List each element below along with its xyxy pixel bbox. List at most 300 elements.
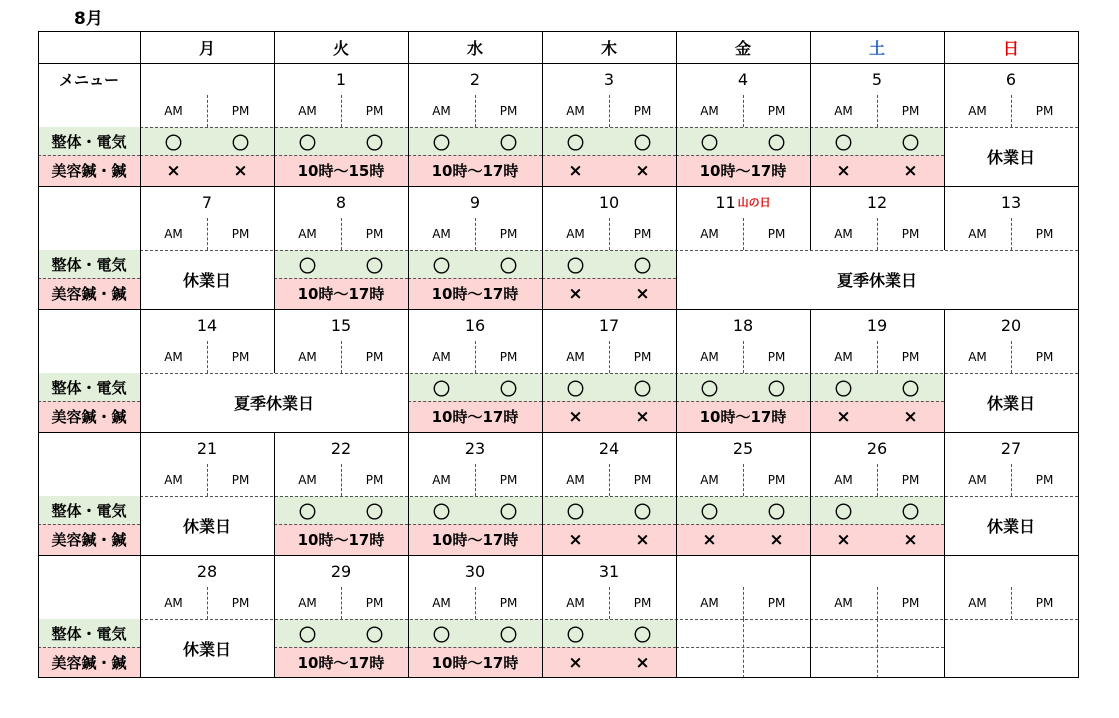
slot-pm-therapy: 〇 <box>609 496 676 524</box>
header-column-border <box>140 31 141 63</box>
pm-label: PM <box>633 104 652 118</box>
date-number: 23 <box>464 438 486 458</box>
date-number: 25 <box>732 438 754 458</box>
slot-am-therapy: 〇 <box>408 250 475 278</box>
service-label-1: 整体・電気 <box>38 250 140 278</box>
ampm-divider <box>341 341 342 373</box>
slot-divider <box>408 278 542 279</box>
date-number: 28 <box>196 561 218 581</box>
closed-label: 休業日 <box>986 394 1035 413</box>
ampm-divider <box>475 218 476 250</box>
slot-divider <box>408 647 542 648</box>
am-label: AM <box>566 350 585 364</box>
header-column-border <box>408 31 409 63</box>
service-label-1: 整体・電気 <box>38 373 140 401</box>
pm-label: PM <box>499 473 518 487</box>
ampm-row-line <box>140 127 1078 128</box>
ampm-divider <box>877 587 878 619</box>
ampm-divider <box>1011 587 1012 619</box>
date-number: 15 <box>330 315 352 335</box>
hours-acupuncture: 10時～17時 <box>274 278 408 309</box>
am-label: AM <box>298 227 317 241</box>
slot-pm-acupuncture: × <box>877 155 944 186</box>
slot-am-acupuncture: × <box>140 155 207 186</box>
slot-divider <box>274 524 408 525</box>
pm-label: PM <box>365 473 384 487</box>
column-border <box>140 555 141 678</box>
column-border <box>542 432 543 555</box>
pm-label: PM <box>231 473 250 487</box>
pm-label: PM <box>499 350 518 364</box>
slot-pm-acupuncture: × <box>877 401 944 432</box>
weekday-header: 火 <box>332 38 349 58</box>
pm-label: PM <box>365 227 384 241</box>
slot-pm-therapy: 〇 <box>877 127 944 155</box>
am-label: AM <box>164 350 183 364</box>
pm-label: PM <box>767 104 786 118</box>
column-border <box>38 186 39 309</box>
slot-divider <box>810 524 944 525</box>
am-label: AM <box>968 473 987 487</box>
header-corner <box>38 31 140 63</box>
column-border <box>274 63 275 186</box>
pm-label: PM <box>901 104 920 118</box>
slot-divider <box>877 619 878 678</box>
slot-am-therapy: 〇 <box>810 373 877 401</box>
am-label: AM <box>700 596 719 610</box>
schedule-calendar <box>38 31 1078 678</box>
slot-pm-therapy: 〇 <box>743 496 810 524</box>
holiday-note: 山の日 <box>737 196 771 209</box>
pm-label: PM <box>633 227 652 241</box>
ampm-divider <box>877 95 878 127</box>
column-border <box>1078 432 1079 555</box>
column-border <box>542 555 543 678</box>
am-label: AM <box>164 596 183 610</box>
pm-label: PM <box>499 596 518 610</box>
weekday-header: 金 <box>734 38 751 58</box>
ampm-divider <box>877 341 878 373</box>
am-label: AM <box>968 596 987 610</box>
date-number: 18 <box>732 315 754 335</box>
slot-divider <box>810 401 944 402</box>
ampm-divider <box>207 587 208 619</box>
slot-divider <box>676 401 810 402</box>
date-number: 14 <box>196 315 218 335</box>
slot-divider <box>140 155 274 156</box>
ampm-divider <box>609 464 610 496</box>
header-border <box>38 63 1078 64</box>
column-border <box>140 186 141 309</box>
column-border <box>408 186 409 309</box>
slot-divider <box>542 524 676 525</box>
pm-label: PM <box>633 473 652 487</box>
date-number: 26 <box>866 438 888 458</box>
am-label: AM <box>968 104 987 118</box>
header-column-border <box>274 31 275 63</box>
slot-am-acupuncture: × <box>810 524 877 555</box>
ampm-divider <box>475 587 476 619</box>
ampm-divider <box>877 218 878 250</box>
column-border <box>542 309 543 432</box>
header-column-border <box>542 31 543 63</box>
hours-acupuncture: 10時～15時 <box>274 155 408 186</box>
slot-am-therapy: 〇 <box>408 619 475 647</box>
ampm-row-line <box>140 373 1078 374</box>
ampm-row-line <box>140 496 1078 497</box>
summer-closed-label: 夏季休業日 <box>233 394 314 413</box>
date-number: 1 <box>335 69 347 89</box>
pm-label: PM <box>767 227 786 241</box>
slot-divider <box>676 155 810 156</box>
am-label: AM <box>566 227 585 241</box>
slot-pm-therapy: 〇 <box>475 127 542 155</box>
am-label: AM <box>968 227 987 241</box>
slot-pm-therapy: 〇 <box>341 496 408 524</box>
slot-pm-therapy: 〇 <box>609 250 676 278</box>
ampm-divider <box>743 341 744 373</box>
am-label: AM <box>834 227 853 241</box>
service-label-2: 美容鍼・鍼 <box>38 401 140 432</box>
week-border <box>38 432 1078 433</box>
slot-am-therapy: 〇 <box>542 619 609 647</box>
slot-am-therapy: 〇 <box>676 496 743 524</box>
slot-divider <box>542 401 676 402</box>
date-number: 20 <box>1000 315 1022 335</box>
date-number: 12 <box>866 192 888 212</box>
slot-pm-therapy: 〇 <box>609 373 676 401</box>
weekday-header: 土 <box>868 38 885 58</box>
service-label-1: 整体・電気 <box>38 619 140 647</box>
pm-label: PM <box>231 350 250 364</box>
service-label-2: 美容鍼・鍼 <box>38 278 140 309</box>
slot-pm-therapy: 〇 <box>609 619 676 647</box>
header-column-border <box>944 31 945 63</box>
date-number: 29 <box>330 561 352 581</box>
slot-divider <box>274 647 408 648</box>
date-number: 6 <box>1005 69 1017 89</box>
column-border <box>1078 186 1079 309</box>
slot-divider <box>676 524 810 525</box>
column-border <box>408 309 409 432</box>
ampm-divider <box>341 95 342 127</box>
pm-label: PM <box>231 104 250 118</box>
column-border <box>944 186 945 250</box>
am-label: AM <box>566 596 585 610</box>
hours-acupuncture: 10時～17時 <box>408 647 542 678</box>
service-label-1: 整体・電気 <box>38 496 140 524</box>
slot-pm-acupuncture: × <box>609 278 676 309</box>
column-border <box>1078 309 1079 432</box>
pm-label: PM <box>767 596 786 610</box>
date-number: 27 <box>1000 438 1022 458</box>
slot-am-therapy: 〇 <box>408 373 475 401</box>
pm-label: PM <box>499 227 518 241</box>
slot-am-therapy: 〇 <box>810 127 877 155</box>
date-number: 19 <box>866 315 888 335</box>
pm-label: PM <box>231 596 250 610</box>
closed-label: 休業日 <box>986 517 1035 536</box>
slot-pm-acupuncture: × <box>609 647 676 678</box>
slot-pm-acupuncture: × <box>207 155 274 186</box>
ampm-divider <box>207 464 208 496</box>
slot-divider <box>743 619 744 678</box>
slot-divider <box>810 155 944 156</box>
am-label: AM <box>432 473 451 487</box>
column-border <box>944 555 945 678</box>
date-number: 31 <box>598 561 620 581</box>
pm-label: PM <box>365 596 384 610</box>
ampm-divider <box>1011 341 1012 373</box>
header-column-border <box>676 31 677 63</box>
column-border <box>274 555 275 678</box>
am-label: AM <box>700 350 719 364</box>
column-border <box>274 186 275 309</box>
service-divider <box>38 401 140 402</box>
am-label: AM <box>566 473 585 487</box>
pm-label: PM <box>901 473 920 487</box>
column-border <box>408 63 409 186</box>
am-label: AM <box>834 104 853 118</box>
column-border <box>38 309 39 432</box>
column-border <box>676 309 677 432</box>
service-divider <box>38 155 140 156</box>
ampm-divider <box>341 218 342 250</box>
pm-label: PM <box>633 596 652 610</box>
column-border <box>274 309 275 373</box>
weekday-header: 木 <box>600 38 617 58</box>
header-column-border <box>810 31 811 63</box>
slot-am-therapy: 〇 <box>542 373 609 401</box>
am-label: AM <box>566 104 585 118</box>
slot-divider <box>542 155 676 156</box>
slot-am-therapy: 〇 <box>274 127 341 155</box>
column-border <box>542 63 543 186</box>
slot-divider <box>274 155 408 156</box>
slot-pm-acupuncture: × <box>877 524 944 555</box>
summer-closed-label: 夏季休業日 <box>836 271 917 290</box>
am-label: AM <box>298 104 317 118</box>
ampm-divider <box>743 95 744 127</box>
slot-pm-therapy: 〇 <box>341 127 408 155</box>
ampm-divider <box>609 341 610 373</box>
pm-label: PM <box>1035 104 1054 118</box>
slot-pm-therapy: 〇 <box>341 250 408 278</box>
slot-pm-therapy: 〇 <box>609 127 676 155</box>
ampm-divider <box>1011 218 1012 250</box>
am-label: AM <box>700 227 719 241</box>
date-number: 24 <box>598 438 620 458</box>
table-border-bottom <box>38 677 1078 678</box>
date-number: 8 <box>335 192 347 212</box>
am-label: AM <box>164 104 183 118</box>
am-label: AM <box>298 596 317 610</box>
column-border <box>810 186 811 250</box>
slot-divider <box>408 524 542 525</box>
ampm-divider <box>1011 464 1012 496</box>
column-border <box>810 309 811 432</box>
date-number: 5 <box>871 69 883 89</box>
week-border <box>38 555 1078 556</box>
menu-label: メニュー <box>58 70 119 89</box>
hours-acupuncture: 10時～17時 <box>676 401 810 432</box>
slot-pm-therapy: 〇 <box>475 496 542 524</box>
pm-label: PM <box>231 227 250 241</box>
column-border <box>140 309 141 432</box>
column-border <box>408 555 409 678</box>
slot-pm-therapy: 〇 <box>341 619 408 647</box>
column-border <box>1078 63 1079 186</box>
ampm-divider <box>743 218 744 250</box>
ampm-divider <box>609 587 610 619</box>
ampm-divider <box>609 218 610 250</box>
table-border-top <box>38 31 1078 32</box>
pm-label: PM <box>1035 473 1054 487</box>
ampm-divider <box>207 218 208 250</box>
slot-am-acupuncture: × <box>542 278 609 309</box>
slot-divider <box>542 278 676 279</box>
ampm-divider <box>341 587 342 619</box>
pm-label: PM <box>365 104 384 118</box>
column-border <box>408 432 409 555</box>
slot-pm-therapy: 〇 <box>475 250 542 278</box>
weekday-header: 水 <box>466 38 483 58</box>
slot-am-acupuncture: × <box>542 155 609 186</box>
header-column-border <box>1078 31 1079 63</box>
closed-label: 休業日 <box>182 271 231 290</box>
weekday-header: 日 <box>1002 38 1019 58</box>
ampm-divider <box>475 95 476 127</box>
column-border <box>140 63 141 186</box>
slot-pm-therapy: 〇 <box>475 619 542 647</box>
slot-am-therapy: 〇 <box>542 250 609 278</box>
slot-pm-acupuncture: × <box>743 524 810 555</box>
slot-am-therapy: 〇 <box>140 127 207 155</box>
slot-am-therapy: 〇 <box>408 496 475 524</box>
pm-label: PM <box>1035 350 1054 364</box>
service-label-2: 美容鍼・鍼 <box>38 524 140 555</box>
column-border <box>676 555 677 678</box>
closed-label: 休業日 <box>182 517 231 536</box>
column-border <box>676 63 677 186</box>
date-number: 7 <box>201 192 213 212</box>
column-border <box>140 432 141 555</box>
am-label: AM <box>298 473 317 487</box>
date-number: 4 <box>737 69 749 89</box>
slot-pm-therapy: 〇 <box>475 373 542 401</box>
am-label: AM <box>834 473 853 487</box>
column-border <box>1078 555 1079 678</box>
slot-am-acupuncture: × <box>810 155 877 186</box>
pm-label: PM <box>767 350 786 364</box>
column-border <box>274 432 275 555</box>
date-number: 21 <box>196 438 218 458</box>
slot-pm-acupuncture: × <box>609 155 676 186</box>
hours-acupuncture: 10時～17時 <box>408 524 542 555</box>
am-label: AM <box>432 596 451 610</box>
ampm-divider <box>1011 95 1012 127</box>
ampm-divider <box>207 341 208 373</box>
ampm-divider <box>475 341 476 373</box>
column-border <box>944 432 945 555</box>
column-border <box>38 63 39 186</box>
date-number: 2 <box>469 69 481 89</box>
hours-acupuncture: 10時～17時 <box>408 401 542 432</box>
slot-am-acupuncture: × <box>542 647 609 678</box>
slot-am-therapy: 〇 <box>810 496 877 524</box>
column-border <box>38 432 39 555</box>
service-label-1: 整体・電気 <box>38 127 140 155</box>
slot-pm-therapy: 〇 <box>207 127 274 155</box>
date-number: 3 <box>603 69 615 89</box>
week-border <box>38 309 1078 310</box>
slot-divider <box>274 278 408 279</box>
month-title: 8月 <box>74 9 103 29</box>
ampm-divider <box>877 464 878 496</box>
pm-label: PM <box>365 350 384 364</box>
pm-label: PM <box>901 596 920 610</box>
hours-acupuncture: 10時～17時 <box>408 155 542 186</box>
column-border <box>944 63 945 186</box>
date-number: 30 <box>464 561 486 581</box>
slot-pm-therapy: 〇 <box>877 496 944 524</box>
am-label: AM <box>298 350 317 364</box>
ampm-divider <box>341 464 342 496</box>
slot-pm-therapy: 〇 <box>743 127 810 155</box>
am-label: AM <box>968 350 987 364</box>
slot-am-acupuncture: × <box>676 524 743 555</box>
slot-am-therapy: 〇 <box>676 127 743 155</box>
am-label: AM <box>164 227 183 241</box>
week-border <box>38 186 1078 187</box>
pm-label: PM <box>1035 227 1054 241</box>
am-label: AM <box>432 227 451 241</box>
weekday-header: 月 <box>198 38 215 58</box>
am-label: AM <box>834 596 853 610</box>
slot-divider <box>408 155 542 156</box>
slot-divider <box>542 647 676 648</box>
slot-am-therapy: 〇 <box>408 127 475 155</box>
ampm-row-line <box>140 250 1078 251</box>
hours-acupuncture: 10時～17時 <box>274 647 408 678</box>
date-number: 13 <box>1000 192 1022 212</box>
column-border <box>944 309 945 432</box>
slot-am-therapy: 〇 <box>542 127 609 155</box>
am-label: AM <box>700 104 719 118</box>
pm-label: PM <box>1035 596 1054 610</box>
slot-am-acupuncture: × <box>542 401 609 432</box>
column-border <box>676 186 677 309</box>
ampm-divider <box>743 587 744 619</box>
service-label-2: 美容鍼・鍼 <box>38 647 140 678</box>
column-border <box>38 555 39 678</box>
column-border <box>542 186 543 309</box>
slot-am-therapy: 〇 <box>542 496 609 524</box>
closed-label: 休業日 <box>182 640 231 659</box>
hours-acupuncture: 10時～17時 <box>408 278 542 309</box>
ampm-divider <box>207 95 208 127</box>
date-number: 11 山の日 <box>715 192 771 212</box>
am-label: AM <box>432 104 451 118</box>
ampm-divider <box>609 95 610 127</box>
date-number: 16 <box>464 315 486 335</box>
am-label: AM <box>700 473 719 487</box>
pm-label: PM <box>767 473 786 487</box>
pm-label: PM <box>901 227 920 241</box>
header-column-border <box>38 31 39 63</box>
slot-am-therapy: 〇 <box>274 619 341 647</box>
column-border <box>676 432 677 555</box>
